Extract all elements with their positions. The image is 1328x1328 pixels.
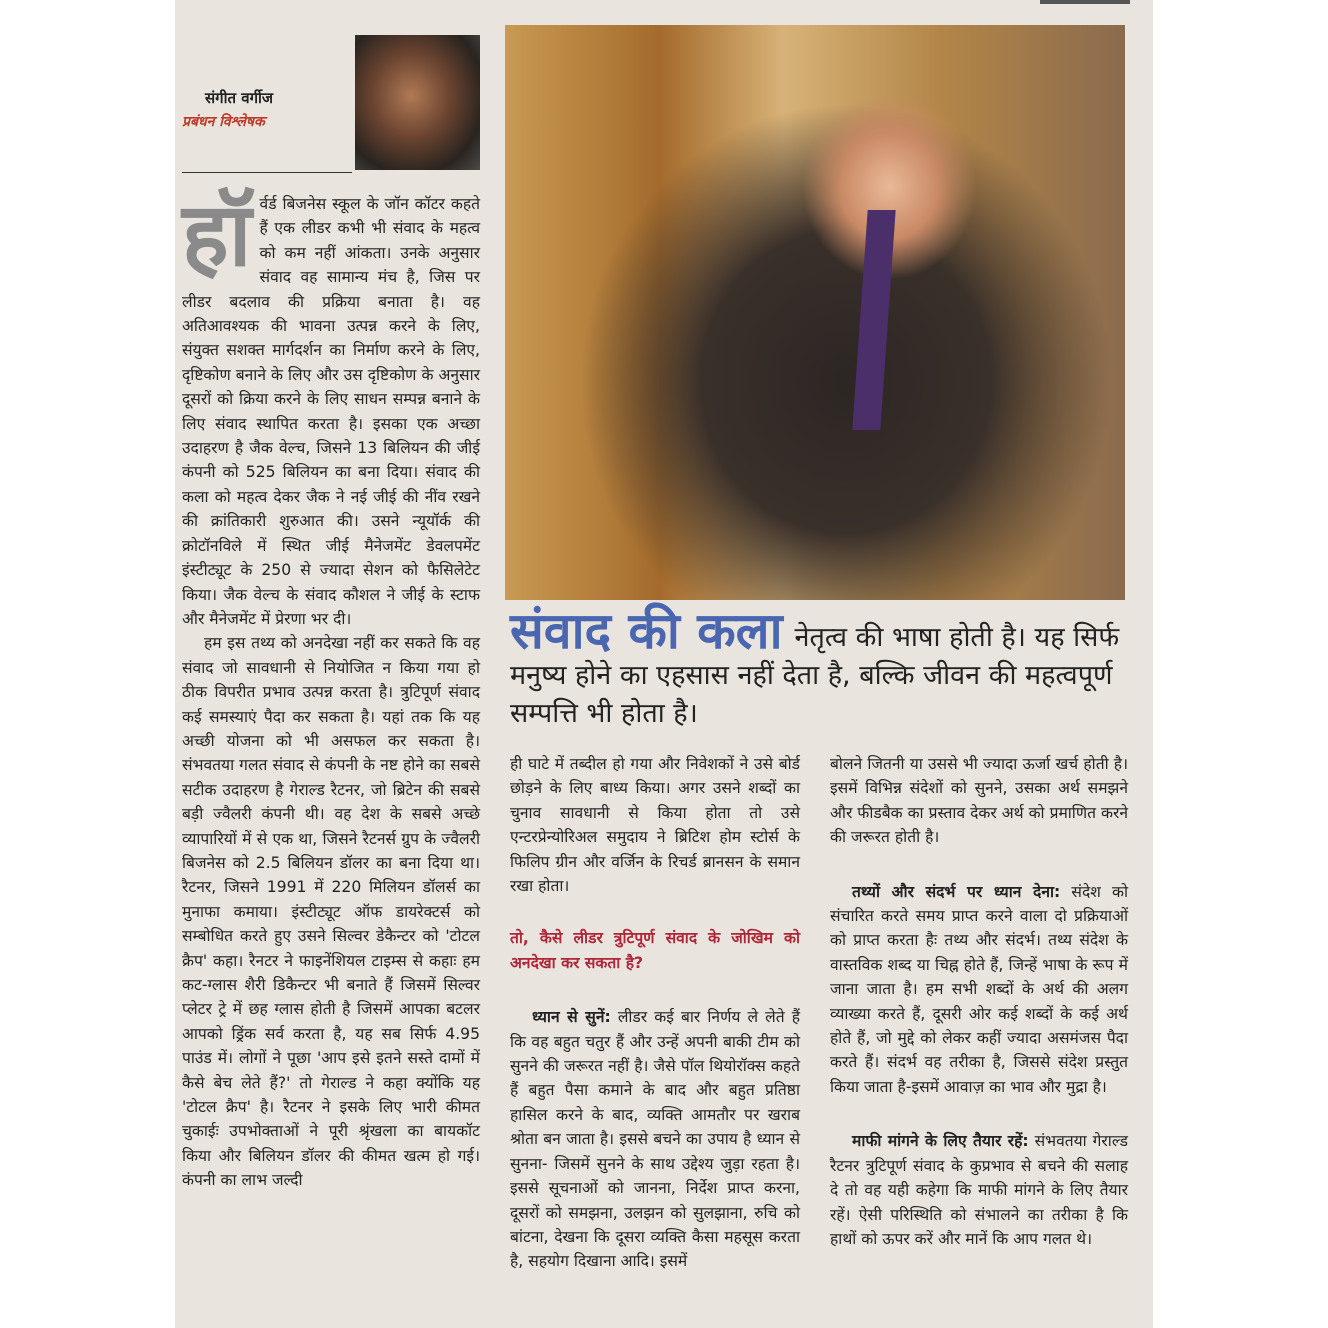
subheading: तो, कैसे लीडर त्रुटिपूर्ण संवाद के जोखिम को अनदेखा कर सकता है?: [510, 929, 800, 972]
author-name: संगीत वर्गीज: [205, 89, 274, 107]
headline: [510, 602, 1130, 733]
paragraph: [510, 1005, 800, 1273]
paragraph: [830, 880, 1128, 1100]
divider: [182, 172, 352, 173]
paragraph-lead: माफी मांगने के लिए तैयार रहें:: [852, 1132, 1029, 1151]
paragraph: ही घाटे में तब्दील हो गया और निवेशकों ने उसे बोर्ड छोड़ने के लिए बाध्य किया। अगर उसने शब्दों का चुनाव सावधानी से किया होता तो उसे एन्टरप्रेन्योरिअल समुदाय ने ब्रिटिश होम स्टोर्स के फिलिप ग्रीन और वर्जिन के रिचर्ड ब्रानसन के समान रखा होता।: [510, 755, 800, 896]
headline-title: संवाद की कला: [510, 602, 783, 660]
author-role: प्रबंधन विश्लेषक: [182, 114, 265, 130]
paragraph-lead: तथ्यों और संदर्भ पर ध्यान देना:: [852, 882, 1061, 901]
paragraph-lead: ध्यान से सुनें:: [532, 1008, 611, 1027]
paragraph-body: संभवतया गेराल्ड रैटनर त्रुटिपूर्ण संवाद के कुप्रभाव से बचने की सलाह दे तो वह यही कहेगा कि माफी मांगने के लिए तैयार रहें। ऐसी परिस्थिति को संभालने का तरीका है कि हाथों को ऊपर करें और मानें कि आप गलत थे।: [830, 1132, 1128, 1248]
author-photo: [355, 35, 480, 170]
paragraph-body: लीडर कई बार निर्णय ले लेते हैं कि वह बहुत चतुर हैं और उन्हें अपनी बाकी टीम को सुनने की जरूरत नहीं है। जैसे पॉल थियोरॉक्स कहते हैं बहुत पैसा कमाने के बाद और बहुत प्रतिष्ठा हासिल करने के बाद, व्यक्ति आमतौर पर खराब श्रोता बन जाता है। इससे बचने का उपाय है ध्यान से सुनना- जिसमें सुनने के साथ उद्देश्य जुड़ा रहता है। इससे सूचनाओं को जानना, निर्देश प्राप्त करना, दूसरों को समझना, उलझन को सुलझाना, रुचि को बांटना, देखना कि दूसरा व्यक्ति कैसा महसूस करता है, सहयोग दिखाना आदि। इसमें: [510, 1008, 800, 1271]
headline-deck: नेतृत्व की भाषा होती है। यह सिर्फ मनुष्य होने का एहसास नहीं देता है, बल्कि जीवन की महत्वपूर्ण सम्पत्ति भी होता है।: [510, 622, 1120, 729]
feature-photo: [505, 25, 1125, 600]
paragraph: बोलने जितनी या उससे भी ज्यादा ऊर्जा खर्च होती है। इसमें विभिन्न संदेशों को सुनने, उसका अर्थ समझने और फीडबैक का प्रस्ताव देकर अर्थ को प्रमाणित करने की जरूरत होती है।: [830, 755, 1128, 847]
column-left: [182, 183, 480, 1193]
column-middle: [510, 752, 800, 1274]
paragraph: हम इस तथ्य को अनदेखा नहीं कर सकते कि वह संवाद जो सावधानी से नियोजित न किया गया हो ठीक विपरीत प्रभाव उत्पन्न करता है। त्रुटिपूर्ण संवाद कई समस्याएं पैदा कर सकता है। यहां तक कि यह अच्छी योजना को भी असफल कर सकता है। संभवतया गलत संवाद से कंपनी के नष्ट होने का सबसे सटीक उदाहरण है गेराल्ड रैटनर, जो ब्रिटेन की सबसे बड़ी ज्वैलरी कंपनी थी। वह देश के सबसे अच्छे व्यापारियों में से एक था, जिसने रैटनर्स ग्रुप के ज्वैलरी बिजनेस को 2.5 बिलियन डॉलर का बना दिया था। रैटनर, जिसने 1991 में 220 मिलियन डॉलर्स का मुनाफा कमाया। इंस्टीट्यूट ऑफ डायरेक्टर्स को सम्बोधित करते हुए उसने सिल्वर डेकैन्टर को 'टोटल क्रैप' कहा। रैनटर ने फाइनेंशियल टाइम्स से कहाः हम कट-ग्लास शैरी डिकैन्टर भी बनाते हैं जिसमें सिल्वर प्लेटर ट्रे में छह ग्लास होती है जिसमें आपका बटलर आपको ड्रिंक सर्व करता है, यह सब सिर्फ 4.95 पाउंड में। लोगों ने पूछा 'आप इसे इतने सस्ते दामों में कैसे बेच लेते हैं?' तो गेराल्ड ने कहा क्योंकि यह 'टोटल क्रैप' है। रैटनर ने इसके लिए भारी कीमत चुकाईः उपभोक्ताओं ने पूरी श्रृंखला का बायकॉट किया और बिलियन डॉलर की कीमत खत्म हो गई। कंपनी का लाभ जल्दी: [182, 634, 480, 1190]
paragraph-body: संदेश को संचारित करते समय प्राप्त करने वाला दो प्रक्रियाओं को प्राप्त करता हैः तथ्य और संदर्भ। तथ्य संदेश के वास्तविक शब्द या चिह्न होते हैं, जिन्हें भाषा के रूप में जाना जाता है। हम सभी शब्दों के अर्थ की अलग व्याख्या करते हैं, दूसरी ओर कई शब्दों के कई अर्थ होते हैं, जो मुद्दे को लेकर कहीं ज्यादा असमंजस पैदा करते हैं। संदर्भ वह तरीका है, जिससे संदेश प्रस्तुत किया जाता है-इसमें आवाज़ का भाव और मुद्रा है।: [830, 882, 1129, 1096]
paragraph: [830, 1129, 1128, 1251]
drop-cap: हॉ: [182, 183, 252, 286]
paragraph: र्वर्ड बिजनेस स्कूल के जॉन कॉटर कहते हैं एक लीडर कभी भी संवाद के महत्व को कम नहीं आंकता। उनके अनुसार संवाद वह सामान्य मंच है, जिस पर लीडर बदलाव की प्रक्रिया बनाता है। वह अतिआवश्यक की भावना उत्पन्न करने के लिए, संयुक्त सशक्त मार्गदर्शन का निर्माण करने के लिए, दृष्टिकोण बनाने के लिए और उस दृष्टिकोण के अनुसार दूसरों को क्रिया करने के लिए साधन सम्पन्न बनाने के लिए संवाद स्थापित करता है। इसका एक अच्छा उदाहरण है जैक वेल्च, जिसने 13 बिलियन की जीई कंपनी को 525 बिलियन का बना दिया। संवाद की कला को महत्व देकर जैक ने नई जीई की नींव रखने की क्रांतिकारी शुरुआत की। उसने न्यूयॉर्क की क्रोटॉनविले में स्थित जीई मैनेजमेंट डेवलपमेंट इंस्टीट्यूट के 250 से ज्यादा सेशन को फैसिलेटेट किया। जैक वेल्च के संवाद कौशल ने जीई के स्टाफ और मैनेजमेंट में प्रेरणा भर दी।: [182, 195, 480, 628]
column-right: [830, 752, 1128, 1251]
page-header-strip: [1040, 0, 1130, 4]
